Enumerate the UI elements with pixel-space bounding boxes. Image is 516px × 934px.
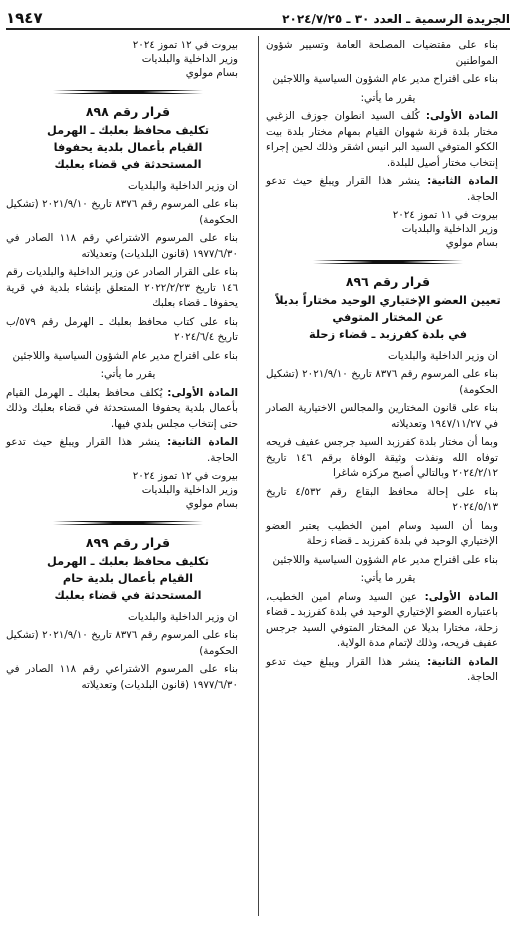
decides-heading: يقرر ما يأتي:: [360, 572, 416, 584]
subtitle-line: القيام بأعمال بلدية يحفوفا: [53, 140, 203, 154]
paragraph: ان وزير الداخلية والبلديات: [128, 179, 238, 192]
paragraph: بناء على اقتراح مدير عام الشؤون السياسية واللاجئين: [272, 553, 498, 566]
column-separator: [258, 36, 259, 916]
article-text: ينشر هذا القرار ويبلغ حيث تدعو الحاجة.: [6, 436, 238, 464]
article-1: [266, 109, 510, 171]
subtitle-line: عن المختار المتوفي: [332, 310, 444, 324]
signature-title: وزير الداخلية والبلديات: [141, 484, 238, 496]
article-2: [266, 655, 510, 686]
paragraph: بناء على قانون المختارين والمجالس الاختيارية الصادر في ١٩٤٧/١١/٢٧ وتعديلاته: [266, 402, 498, 430]
article-1: [266, 590, 510, 652]
paragraph: ان وزير الداخلية والبلديات: [388, 349, 498, 362]
article-2: [266, 174, 510, 205]
signature-name: بسام مولوي: [445, 237, 498, 249]
paragraph: بناء على المرسوم الاشتراعي رقم ١١٨ الصادر في ١٩٧٧/٦/٣٠ (قانون البلديات) وتعديلاته: [6, 663, 238, 691]
page-header: [6, 6, 510, 30]
subtitle-line: في بلدة كفرزبد ـ قضاء زحلة: [308, 327, 468, 341]
right-column: [266, 38, 510, 689]
subtitle-line: المستحدثة في قضاء بعلبك: [54, 157, 202, 171]
signature-date: بيروت في ١٢ تموز ٢٠٢٤: [132, 470, 238, 482]
signature-date: بيروت في ١١ تموز ٢٠٢٤: [392, 209, 498, 221]
signature-title: وزير الداخلية والبلديات: [401, 223, 498, 235]
signature-date: بيروت في ١٢ تموز ٢٠٢٤: [132, 39, 238, 51]
article-1: [6, 386, 250, 433]
decision-896-title: قرار رقم ٨٩٦: [345, 274, 431, 289]
article-label: المادة الثانية:: [427, 655, 498, 668]
decision-898-title: قرار رقم ٨٩٨: [85, 104, 171, 119]
decides-heading: يقرر ما يأتي:: [100, 368, 156, 380]
section-divider: [6, 515, 250, 531]
article-text: كُلف السيد انطوان جوزف الزغبي مختار بلدة قرنة شهوان القيام بمهام مختار بلدة بيت الككو المتوفي السيد البر انيس اشقر وذلك لحين إجراء إنتخاب مختار أصيل للبلدة.: [266, 110, 498, 169]
article-label: المادة الثانية:: [427, 175, 498, 187]
paragraph: وبما أن السيد وسام امين الخطيب يعتبر العضو الإختياري الوحيد في بلدة كفرزبد ـ قضاء زحلة: [266, 519, 498, 547]
decision-896-subtitle: [266, 292, 510, 343]
subtitle-line: تكليف محافظ بعلبك ـ الهرمل: [47, 123, 209, 137]
paragraph: بناء على إحالة محافظ البقاع رقم ٤/٥٣٢ تاريخ ٢٠٢٤/٥/١٣: [266, 485, 498, 513]
paragraph: بناء على كتاب محافظ بعلبك ـ الهرمل رقم ٥٧٩/ب تاريخ ٢٠٢٤/٦/٤: [6, 315, 238, 343]
paragraph: بناء على اقتراح مدير عام الشؤون السياسية واللاجئين: [272, 73, 498, 85]
article-label: المادة الثانية:: [167, 436, 238, 448]
article-text: ينشر هذا القرار ويبلغ حيث تدعو الحاجة.: [266, 655, 498, 683]
signature-name: بسام مولوي: [185, 498, 238, 510]
article-label: المادة الأولى:: [167, 386, 238, 399]
article-label: المادة الأولى:: [425, 110, 498, 122]
paragraph: بناء على القرار الصادر عن وزير الداخلية والبلديات رقم ١٤٦ تاريخ ٢٠٢٢/٢/٢٣ المتعلق بإنشاء بلدية في قرية يحفوفا ـ قضاء بعلبك: [6, 266, 238, 309]
section-divider: [266, 254, 510, 270]
article-text: عين السيد وسام امين الخطيب، باعتباره العضو الإختياري الوحيد في بلدة كفرزبد ـ قضاء زحلة، مختارا بديلا عن المختار المتوفي السيد جرجس عفيف فريحه، وذلك لإتمام مدة الولاية.: [266, 590, 498, 649]
paragraph: بناء على المرسوم رقم ٨٣٧٦ تاريخ ٢٠٢١/٩/١٠ (تشكيل الحكومة): [6, 629, 238, 657]
subtitle-line: القيام بأعمال بلدية حام: [62, 571, 194, 585]
article-2: [6, 435, 250, 466]
paragraph: وبما أن مختار بلدة كفرزبد السيد جرجس عفيف فريحه توفاه الله ونفذت وثيقة الوفاة برقم ١٤٦ تاريخ ٢٠٢٤/٢/١٢ وبالتالي أصبح مركزه شاغرا: [266, 436, 499, 479]
decision-898-subtitle: [6, 122, 250, 173]
article-text: ينشر هذا القرار ويبلغ حيث تدعو الحاجة.: [266, 175, 498, 203]
section-divider: [6, 84, 250, 100]
subtitle-line: تعيين العضو الإختياري الوحيد مختاراً بديلاً: [275, 293, 501, 307]
gazette-title: الجريدة الرسمية ـ العدد ٣٠ ـ ٢٠٢٤/٧/٢٥: [282, 12, 510, 26]
paragraph: ان وزير الداخلية والبلديات: [128, 610, 238, 623]
page-number: ١٩٤٧: [6, 9, 43, 27]
article-text: يُكلف محافظ بعلبك ـ الهرمل القيام بأعمال بلدية يحفوفا المستحدثة في قضاء بعلبك وذلك حتى إنتخاب مجلس بلدي فيها.: [6, 386, 238, 430]
paragraph: بناء على مقتضيات المصلحة العامة وتسيير شؤون المواطنين: [266, 39, 498, 67]
subtitle-line: تكليف محافظ بعلبك ـ الهرمل: [47, 554, 209, 568]
paragraph: بناء على المرسوم رقم ٨٣٧٦ تاريخ ٢٠٢١/٩/١٠ (تشكيل الحكومة): [266, 368, 498, 396]
left-column: [6, 38, 250, 696]
decision-899-title: قرار رقم ٨٩٩: [85, 535, 171, 550]
subtitle-line: المستحدثة في قضاء بعلبك: [54, 588, 202, 602]
signature-title: وزير الداخلية والبلديات: [141, 53, 238, 65]
decides-heading: يقرر ما يأتي:: [360, 91, 416, 104]
signature-name: بسام مولوي: [185, 67, 238, 79]
paragraph: بناء على المرسوم رقم ٨٣٧٦ تاريخ ٢٠٢١/٩/١٠ (تشكيل الحكومة): [6, 198, 238, 226]
article-label: المادة الأولى:: [424, 590, 498, 603]
paragraph: بناء على المرسوم الاشتراعي رقم ١١٨ الصادر في ١٩٧٧/٦/٣٠ (قانون البلديات) وتعديلاته: [6, 232, 238, 260]
decision-899-subtitle: [6, 553, 250, 604]
paragraph: بناء على اقتراح مدير عام الشؤون السياسية واللاجئين: [12, 349, 238, 362]
